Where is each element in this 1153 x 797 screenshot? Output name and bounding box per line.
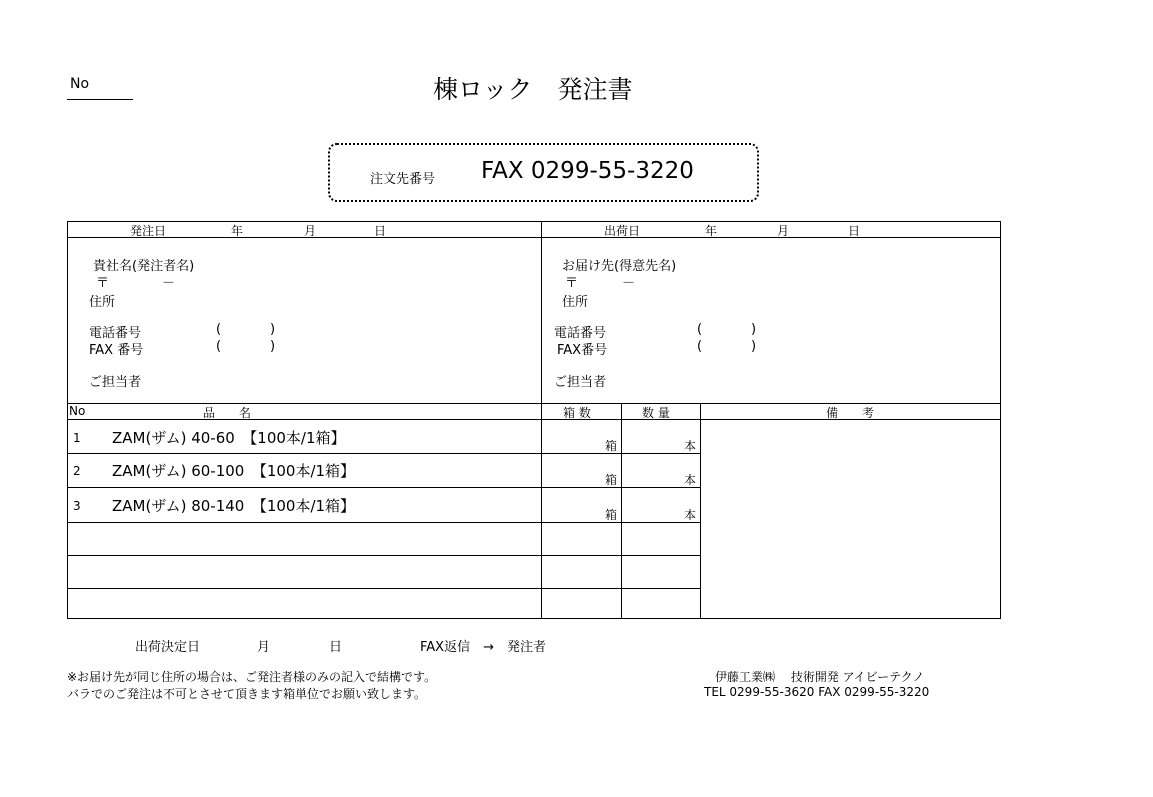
shipping-dest-label: お届け先(得意先名) [562,259,677,274]
name-boxes-divider [541,403,542,619]
orderer-phone-label: 電話番号 [89,326,142,341]
shipping-phone-paren-open: ( [697,322,703,337]
orderer-shipping-divider [541,221,542,403]
items-header-name: 品 名 [203,406,252,420]
items-header-boxes: 箱 数 [563,406,591,420]
item-name: ZAM(ザム) 60-100 【100本/1箱】 [112,462,356,480]
item-no: 1 [73,431,81,445]
company-name: 伊藤工業㈱ 技術開発 アイビーテクノ [715,670,925,684]
shipping-fax-paren-close: ) [751,339,757,354]
row-line-4 [67,555,701,556]
order-month-label: 月 [304,224,317,238]
row-line-5 [67,588,701,589]
decision-day-label: 日 [329,640,343,655]
orderer-postal-dash: － [162,276,176,291]
order-fax-number: FAX 0299-55-3220 [481,158,694,184]
shipping-fax-label: FAX番号 [557,343,608,358]
items-header-no: No [69,404,86,418]
item-box-unit: 箱 [605,508,618,522]
orderer-fax-paren-close: ) [270,339,276,354]
ship-day-label: 日 [848,224,861,238]
items-header-quantity: 数 量 [642,406,670,420]
decision-date-label: 出荷決定日 [135,640,201,655]
decision-month-label: 月 [257,640,271,655]
items-header-remarks: 備 考 [826,406,875,420]
item-name: ZAM(ザム) 80-140 【100本/1箱】 [112,497,356,515]
item-no: 3 [73,499,81,513]
order-number-label: 注文先番号 [370,172,436,187]
no-underline [67,99,133,100]
item-qty-unit: 本 [684,439,697,453]
fax-reply-label: FAX返信 → 発注者 [420,640,546,655]
item-box-unit: 箱 [605,439,618,453]
shipping-phone-paren-close: ) [751,322,757,337]
order-date-label: 発注日 [130,224,167,238]
shipping-contact-label: ご担当者 [554,375,607,390]
orderer-postal-mark: 〒 [96,276,110,291]
item-box-unit: 箱 [605,473,618,487]
shipping-fax-paren-open: ( [697,339,703,354]
ship-year-label: 年 [705,224,718,238]
no-label: No [70,76,90,92]
item-name: ZAM(ザム) 40-60 【100本/1箱】 [112,429,346,447]
shipping-phone-label: 電話番号 [554,326,607,341]
qty-remarks-divider [700,403,701,619]
company-contact: TEL 0299-55-3620 FAX 0299-55-3220 [704,685,930,699]
shipping-postal-dash: － [622,276,636,291]
footer-note-2: バラでのご発注は不可とさせて頂きます箱単位でお願い致します。 [67,687,427,701]
orderer-phone-paren-close: ) [270,322,276,337]
orderer-address-label: 住所 [89,295,116,310]
orderer-fax-label: FAX 番号 [89,343,144,358]
footer-note-1: ※お届け先が同じ住所の場合は、ご発注者様のみの記入で結構です。 [67,670,437,684]
orderer-contact-label: ご担当者 [89,375,142,390]
item-qty-unit: 本 [684,473,697,487]
date-row-divider [67,237,1001,238]
boxes-qty-divider [621,403,622,619]
ship-date-label: 出荷日 [604,224,641,238]
order-number-box [328,143,759,202]
item-no: 2 [73,464,81,478]
order-year-label: 年 [231,224,244,238]
shipping-address-label: 住所 [562,295,589,310]
orderer-fax-paren-open: ( [216,339,222,354]
shipping-postal-mark: 〒 [565,276,579,291]
orderer-company-label: 貴社名(発注者名) [93,259,195,274]
page-title: 棟ロック 発注書 [433,75,633,104]
order-day-label: 日 [374,224,387,238]
ship-month-label: 月 [777,224,790,238]
orderer-phone-paren-open: ( [216,322,222,337]
item-qty-unit: 本 [684,508,697,522]
